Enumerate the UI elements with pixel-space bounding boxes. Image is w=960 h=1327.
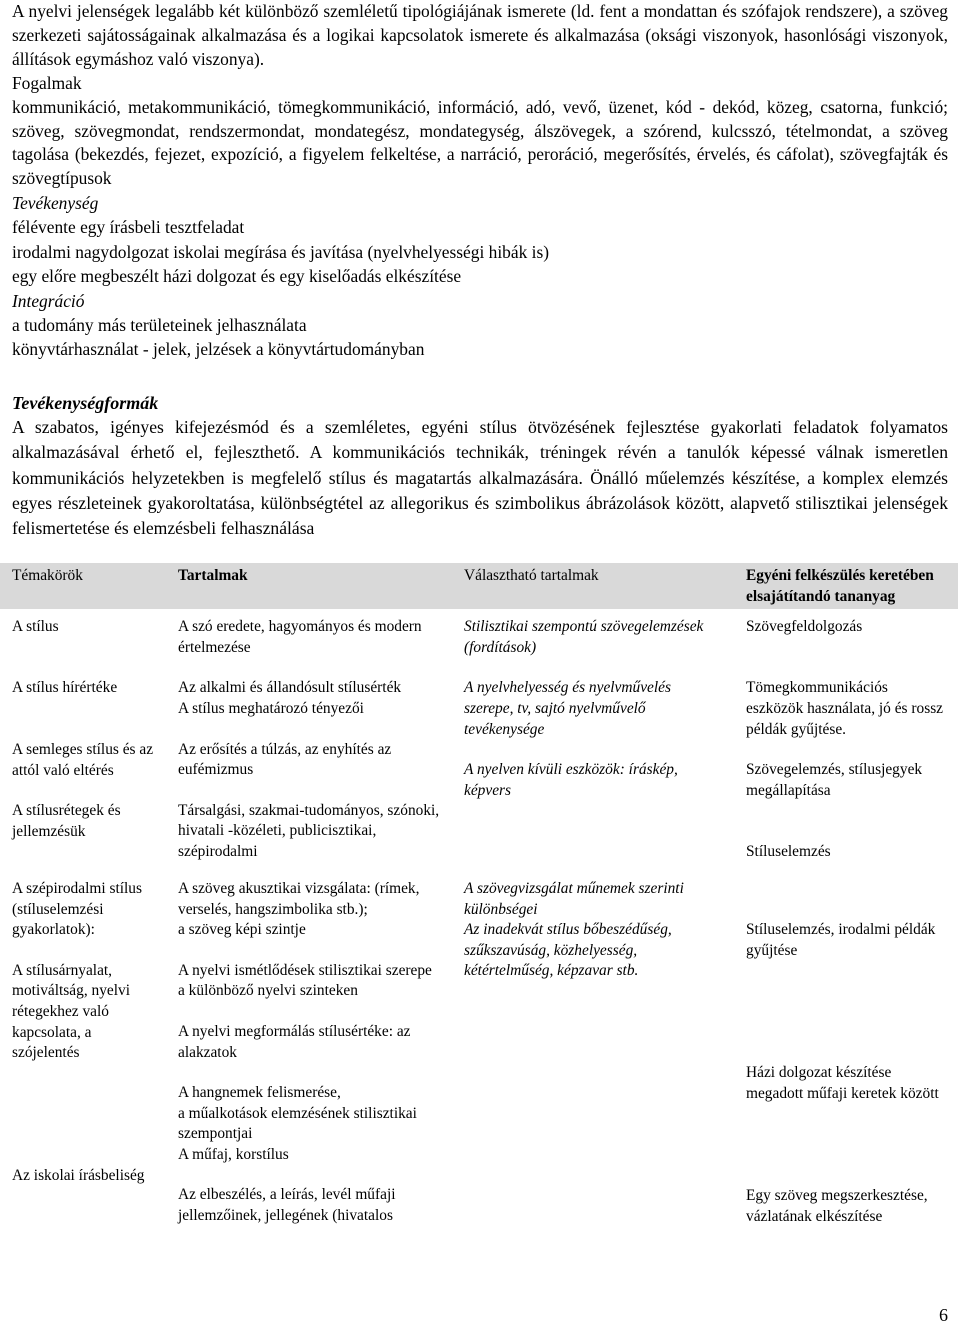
cell-text: A stílusrétegek és jellemzésük [12,802,121,840]
cell-text: Tömegkommunikációs eszközök használata, jó és rossz példák gyűjtése. [746,679,944,738]
table-header-row [0,563,958,609]
table-cell [452,879,734,1228]
col-header-tartalmak: Tartalmak [166,563,452,609]
table-cell [0,879,166,1228]
tevekenysegformak-text: A szabatos, igényes kifejezésmód és a szemléletes, egyéni stílus ötvözésének fejlesztése gyakorlati feladatok folyamatos alkalmazásával érhető el, fejleszthető. A kommunikációs technikák, tréningek révén a tanulók képessé válnak ismeretlen kommunikációs helyzetekben is megfelelő stílus és magatartás alkalmazására. Önálló műelemzés készítése, a komplex elemzés egyes részleteinek gyakoroltatása, különbségtétel az allegorikus és szimbolikus ábrázolások között, alapvető stilisztikai jelenségek felismertetése és elemzésbeli felhasználása [12,417,948,539]
cell-text: A hangnemek felismerése, a műalkotások elemzésének stilisztikai szempontjai A műfaj, korstílus [178,1084,417,1163]
integracio-item: könyvtárhasználat - jelek, jelzések a könyvtártudományban [12,339,425,360]
col-header-egyeni: Egyéni felkészülés keretében elsajátítandó tananyag [734,563,958,609]
cell-text: Stíluselemzés, irodalmi példák gyűjtése [746,920,936,959]
intro-paragraph: A nyelvi jelenségek legalább két különböző szemléletű tipológiájának ismerete (ld. fent a mondattan és szófajok rendszere), a szöveg szerkezeti sajátosságainak alkalmazása és a logikai kapcsolatok ismerete és alkalmazása (oksági viszonyok, hasonlósági viszonyok, állítások egymáshoz való viszonya). [12,1,948,69]
cell-text: A szépirodalmi stílus (stíluselemzési gyakorlatok): [12,879,142,939]
table-cell [452,678,734,879]
table-cell [452,609,734,678]
cell-text: Szövegelemzés, stílusjegyek megállapítása [746,761,923,799]
cell-text: A stílusárnyalat, motiváltság, nyelvi rétegekhez való kapcsolata, a szójelentés [12,961,130,1062]
cell-text: A nyelvi ismétlődések stilisztikai szerepe a különböző nyelvi szinteken [178,961,432,1000]
cell-text: Társalgási, szakmai-tudományos, szónoki, hivatali -közéleti, publicisztikai, szépirodalmi [178,801,440,860]
cell-text: Egy szöveg megszerkesztése, vázlatának elkészítése [746,1187,928,1225]
tevekenysegformak-heading: Tevékenységformák [12,392,159,413]
table-cell [734,879,958,1228]
cell-text: Házi dolgozat készítése megadott műfaji keretek között [746,1064,939,1102]
table-cell [734,678,958,879]
table-cell [734,609,958,678]
integracio-item: a tudomány más területeinek jelhasználata [12,315,307,336]
cell-text: A szövegvizsgálat műnemek szerinti különbségei Az inadekvát stílus bőbeszédűség, szűkszavúság, közhelyesség, kétértelműség, képzavar stb. [464,879,684,980]
cell-text: Szövegfeldolgozás [746,618,863,636]
cell-text: A stílus [12,618,59,636]
table-cell [166,879,452,1228]
cell-text: A stílus hírértéke [12,679,118,697]
col-header-temakorok: Témakörök [0,563,166,609]
table-cell [0,609,166,678]
fogalmak-text: kommunikáció, metakommunikáció, tömegkommunikáció, információ, adó, vevő, üzenet, kód - dekód, közeg, csatorna, funkció; szöveg, szövegmondat, rendszermondat, mondategész, mondategység, álszövegek, a szórend, kulcsszó, tételmondat, a szöveg tagolása (bekezdés, fejezet, expozíció, a figyelem felkeltése, a narráció, peroráció, megerősítés, érvelés, és cáfolat), szövegfajták és szövegtípusok [12,96,948,189]
table-row [0,678,958,879]
cell-text: Az erősítés a túlzás, az enyhítés az eufémizmus [178,740,392,779]
table-cell [166,678,452,879]
tevekenyseg-heading: Tevékenység [12,192,99,213]
cell-text: A szöveg akusztikai vizsgálata: (rímek, verselés, hangszimbolika stb.); a szöveg képi szintje [178,879,420,939]
cell-text: A nyelvhelyesség és nyelvművelés szerepe, tv, sajtó nyelvművelő tevékenysége [464,679,671,738]
tevekenyseg-item: egy előre megbeszélt házi dolgozat és egy kiselőadás elkészítése [12,266,462,287]
document-page [12,0,948,541]
integracio-heading: Integráció [12,290,85,311]
page-number: 6 [939,1305,948,1325]
table-cell [166,609,452,678]
cell-text: A nyelven kívüli eszközök: íráskép, képvers [464,761,678,799]
cell-text: A semleges stílus és az attól való eltérés [12,740,154,779]
cell-text: Az elbeszélés, a leírás, levél műfaji jellemzőinek, jellegének (hivatalos [178,1186,396,1225]
col-header-valaszthato: Választható tartalmak [452,563,734,609]
cell-text: Stíluselemzés [746,843,831,861]
fogalmak-heading: Fogalmak [12,73,82,94]
cell-text: A nyelvi megformálás stílusértéke: az alakzatok [178,1022,411,1061]
cell-text: Stilisztikai szempontú szövegelemzések (fordítások) [464,618,704,656]
cell-text: Az alkalmi és állandósult stílusérték A stílus meghatározó tényezői [178,679,402,717]
table-cell [0,678,166,879]
cell-text: Az iskolai írásbeliség [12,1166,145,1184]
table-row [0,609,958,678]
tevekenyseg-item: irodalmi nagydolgozat iskolai megírása és javítása (nyelvhelyességi hibák is) [12,241,550,262]
cell-text: A szó eredete, hagyományos és modern értelmezése [178,618,422,656]
tevekenyseg-item: félévente egy írásbeli tesztfeladat [12,217,245,238]
table-row [0,879,958,1228]
curriculum-table [0,563,958,1228]
